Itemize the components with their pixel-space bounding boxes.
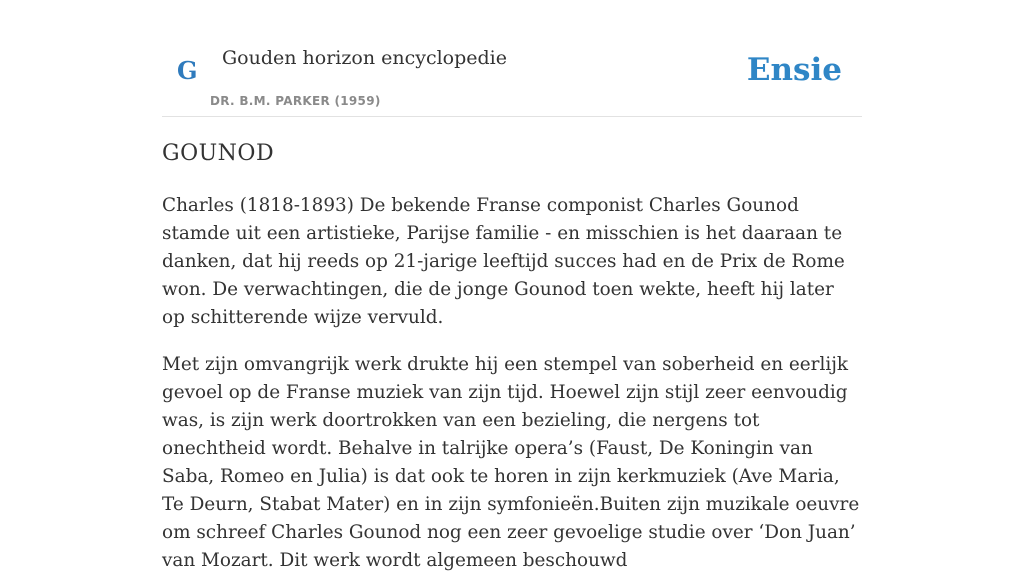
page-header <box>162 0 862 117</box>
entry-paragraph-1: Charles (1818-1893) De bekende Franse componist Charles Gounod stamde uit een artistieke, Parijse familie - en misschien is het daaraan te danken, dat hij reeds op 21-jarige leeftijd succes had en de Prix de Rome won. De verwachtingen, die de jonge Gounod toen wekte, heeft hij later op schitterende wijze vervuld. <box>162 195 845 328</box>
entry-title: GOUNOD <box>162 141 275 166</box>
entry-paragraph-2: Met zijn omvangrijk werk drukte hij een stempel van soberheid en eerlijk gevoel op de Franse muziek van zijn tijd. Hoewel zijn stijl zeer eenvoudig was, is zijn werk doortrokken van een bezieling, die nergens tot onechtheid wordt. Behalve in talrijke opera’s (Faust, De Koningin van Saba, Romeo en Julia) is dat ook te horen in zijn kerkmuziek (Ave Maria, Te Deurn, Stabat Mater) en in zijn symfonieën.Buiten zijn muzikale oeuvre om schreef Charles Gounod nog een zeer gevoelige studie over ‘Don Juan’ van Mozart. Dit werk wordt algemeen beschouwd <box>162 354 860 571</box>
book-author: DR. B.M. PARKER (1959) <box>210 94 381 108</box>
entry-content <box>162 138 862 575</box>
book-logo-letter: G <box>177 56 198 85</box>
book-title[interactable]: Gouden horizon encyclopedie <box>222 47 507 69</box>
brand-logo-link[interactable]: Ensie <box>746 52 842 88</box>
